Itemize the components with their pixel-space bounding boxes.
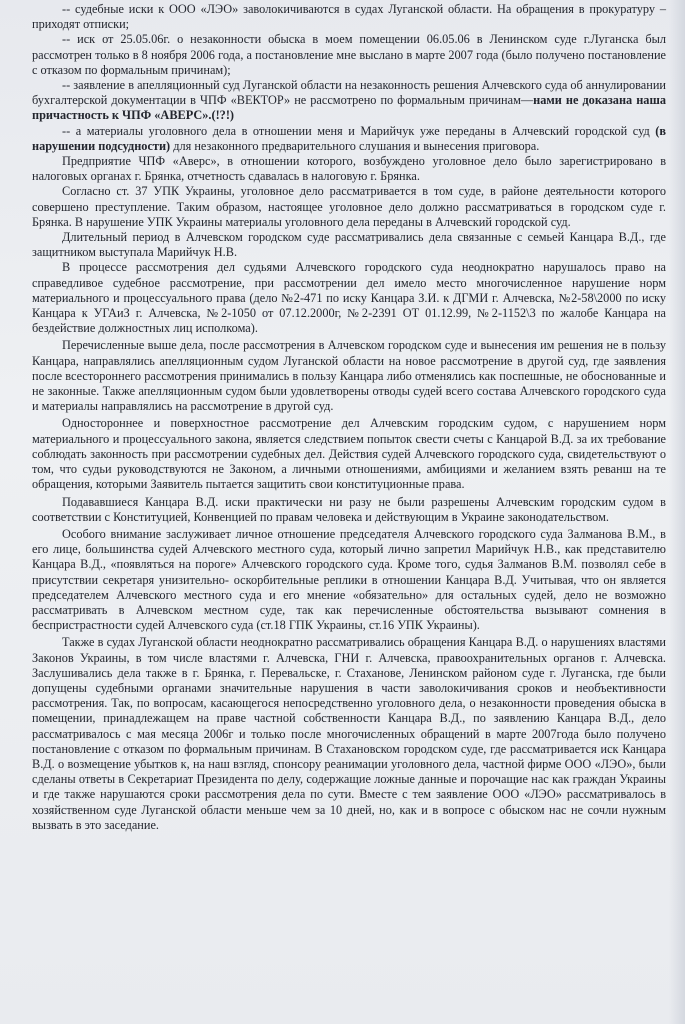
paragraph: Особого внимание заслуживает личное отношение председателя Алчевского городского суда Залманова В.М., в его лице, большинства судей Алчевского местного суда, который лично запретил Марийчук Н.В., как представителю Канцара В.Д., «появляться на пороге» Алчевского городского суда. Кроме того, судья Залманов В.М. позволял себе в присутствии секретаря унизительно- оскорбительные реплики в отношении Канцара В.Д. Учитывая, что он является председателем Алчевского местного суда и его мнение «обязательно» для остальных судей, дело не возможно рассматривать в Алчевском местном суде, так как перечисленные обстоятельства вызывают сомнения в беспристрастности судей Алчевского суда (ст.18 ГПК Украины, ст.16 УПК Украины). [32,526,666,633]
paragraph: -- иск от 25.05.06г. о незаконности обыска в моем помещении 06.05.06 в Ленинском суде г.Луганска был рассмотрен только в 8 ноября 2006 года, а постановление мне выслано в марте 2007 года (было получено постановление с отказом по формальным причинам); [32,32,666,77]
paragraph: Также в судах Луганской области неоднократно рассматривались обращения Канцара В.Д. о нарушениях властями Законов Украины, в том числе властями г. Алчевска, ГНИ г. Алчевска, правоохранительных органов г. Алчевска. Заслушивались дела также в г. Брянка, г. Перевальске, г. Стаханове, Ленинском районом суде г. Луганска, где были допущены судебными органами значительные нарушения в части заволокичивания сроков и необъективности рассмотрения. Так, по вопросам, касающегося непосредственно уголовного дела, о незаконности проведения обыска в помещении, принадлежащем на праве частной собственности Канцара В.Д., по заявлению Канцара В.Д., дело рассматривалось с мая месяца 2006г и только после многочисленных обращений в марте 2007года было получено постановление с отказом по формальным причинам. В Стахановском городском суде, где рассматривается иск Канцара В.Д. о возмещение убытков к, на наш взгляд, спонсору реанимации уголовного дела, частной фирме ООО «ЛЭО», были сделаны ответы в Секретариат Президента по делу, содержащие ложные данные и порочащие нас как граждан Украины и где также нарушаются сроки рассмотрения дела по сути. Вместе с тем заявление ООО «ЛЭО» рассматривалось в хозяйственном суде Луганской области меньше чем за 10 дней, но, как и в вопросе с обыском нас не сочли нужным вызвать в это заседание. [32,635,666,832]
document-text [32,2,666,833]
paragraph: Одностороннее и поверхностное рассмотрение дел Алчевским городским судом, с нарушением норм материального и процессуального закона, является следствием попыток свести счеты с Канцарой В.Д. за их требование соблюдать законность при рассмотрении судебных дел. Действия судей Алчевского городского суда, свидетельствуют о том, что судьи руководствуются не Законом, а личными отношениями, амбициями и желанием взять реванш на те обращения, которыми Заявитель пытается защитить свои конституционные права. [32,416,666,492]
paragraph: -- судебные иски к ООО «ЛЭО» заволокичиваются в судах Луганской области. На обращения в прокуратуру – приходят отписки; [32,2,666,32]
paragraph: Подававшиеся Канцара В.Д. иски практически ни разу не были разрешены Алчевским городским судом в соответствии с Конституцией, Конвенцией по правам человека и действующим в Украине законодательством. [32,494,666,524]
paragraph: Длительный период в Алчевском городском суде рассматривались дела связанные с семьей Канцара В.Д., где защитником выступала Марийчук Н.В. [32,230,666,260]
paragraph: -- а материалы уголовного дела в отношении меня и Марийчук уже переданы в Алчевский городской суд (в нарушении подсудности) для незаконного предварительного слушания и вынесения приговора. [32,123,666,153]
paragraph: Согласно ст. 37 УПК Украины, уголовное дело рассматривается в том суде, в районе деятельности которого совершено преступление. Таким образом, настоящее уголовное дело должно рассматриваться в городском суде г. Брянка. В нарушение УПК Украины материалы уголовного дела переданы в Алчевский городской суд. [32,184,666,229]
bold-fragment: (в нарушении подсудности) [32,123,666,153]
paragraph: Перечисленные выше дела, после рассмотрения в Алчевском городском суде и вынесения им решения не в пользу Канцара, направлялись апелляционным судом Луганской области на новое рассмотрение в другой суд, где заявления после всестороннего рассмотрения принимались в пользу Канцара либо отменялись как поспешные, не обоснованные и не законные. Также апелляционным судом были удовлетворены отводы судей всего состава Алчевского городского суда и материалы направлялись на рассмотрение в другой суд. [32,338,666,414]
bold-fragment: нами не доказана наша причастность к ЧПФ «АВЕРС».(!?!) [32,93,666,123]
paragraph: Предприятие ЧПФ «Аверс», в отношении которого, возбуждено уголовное дело было зарегистрировано в налоговых органах г. Брянка, отчетность сдавалась в налоговую г. Брянка. [32,154,666,184]
paragraph: -- заявление в апелляционный суд Луганской области на незаконность решения Алчевского суда об аннулировании бухгалтерской документации в ЧПФ «ВЕКТОР» не рассмотрено по формальным причинам—нами не доказана наша причастность к ЧПФ «АВЕРС».(!?!) [32,78,666,123]
paragraph: В процессе рассмотрения дел судьями Алчевского городского суда неоднократно нарушалось право на справедливое судебное рассмотрение, при рассмотрении дел имело место многочисленное нарушение норм материального и процессуального права (дело №2-471 по иску Канцара З.И. к ДГМИ г. Алчевска, №2-58\2000 по иску Канцара к УГАиЗ г. Алчевска, №2-1050 от 07.12.2000г, №2-2391 ОТ 01.12.99, №2-1152\3 по жалобе Канцара на бездействие должностных лиц исполкома). [32,260,666,336]
page-edge-shadow [669,0,685,1024]
